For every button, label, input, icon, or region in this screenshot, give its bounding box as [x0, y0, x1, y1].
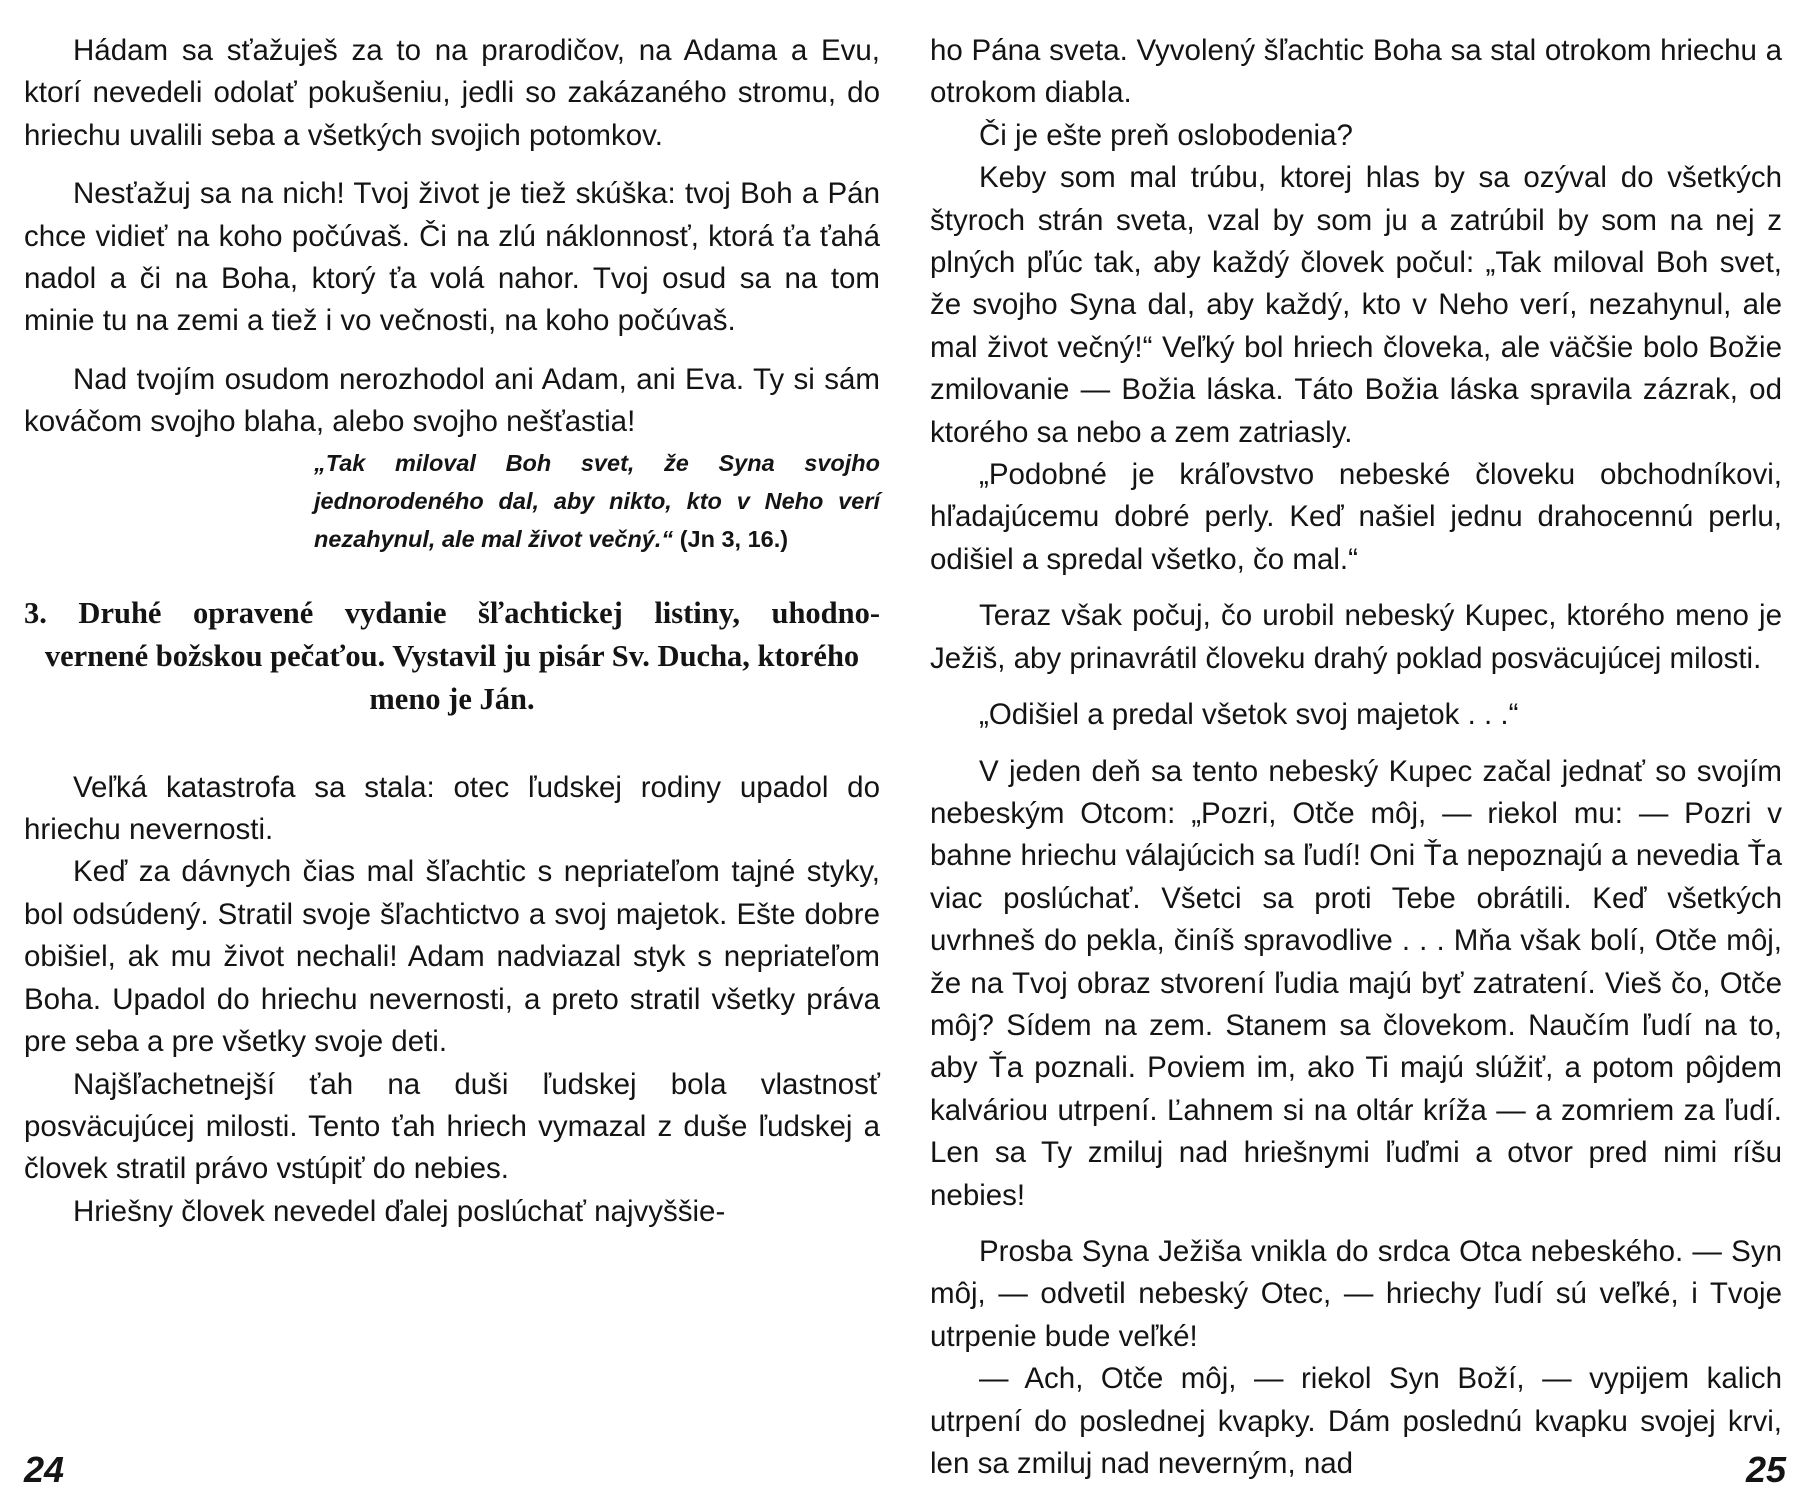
- right-paragraph: — Ach, Otče môj, — riekol Syn Boží, — vypijem kalich utrpení do poslednej kvapky. Dám poslednú kvapku svojej krvi, len sa zmiluj nad neverným, nad: [930, 1362, 1782, 1480]
- right-paragraph: Keby som mal trúbu, ktorej hlas by sa ozýval do všetkých štyroch strán sveta, vzal by som ju a zatrúbil by som na nej z plných pľúc tak, aby každý človek počul: „Tak miloval Boh svet, že svojho Syna dal, aby každý, kto v Neho verí, nezahynul, ale mal život večný!“ Veľký bol hriech človeka, ale väčšie bolo Božie zmilovanie — Božia láska. Táto Božia láska spravila zázrak, od ktorého sa nebo a zem zatriasly.: [930, 161, 1782, 449]
- left-paragraph: Nesťažuj sa na nich! Tvoj život je tiež skúška: tvoj Boh a Pán chce vidieť na koho počúvaš. Či na zlú náklonnosť, ktorá ťa ťahá nadol a či na Boha, ktorý ťa volá nahor. Tvoj osud sa na tom minie tu na zemi a tiež i vo večnosti, na koho počúvaš.: [24, 177, 880, 338]
- right-page: [902, 0, 1804, 1500]
- right-paragraph: „Odišiel a predal všetok svoj majetok . . .“: [979, 698, 1519, 732]
- right-paragraph: „Podobné je kráľovstvo nebeské človeku obchodníkovi, hľadajúcemu dobré perly. Keď našiel jednu drahocennú perlu, odišiel a spredal všetko, čo mal.“: [930, 458, 1782, 576]
- right-paragraph: V jeden deň sa tento nebeský Kupec začal jednať so svojím nebeským Otcom: „Pozri, Otče môj, — riekol mu: — Pozri v bahne hriechu válajúcich sa ľudí! Oni Ťa nepoznajú a nevedia Ťa viac poslúchať. Všetci sa proti Tebe obrátili. Keď všetkých uvrhneš do pekla, činíš spravodlive . . . Mňa však bolí, Otče môj, že na Tvoj obraz stvorení ľudia majú byť zatratení. Vieš čo, Otče môj? Sídem na zem. Stanem sa človekom. Naučím ľudí na to, aby Ťa poznali. Poviem im, ako Ti majú slúžiť, a potom pôjdem kalváriou utrpení. Ľahnem si na oltár kríža — a zomriem za ľudí. Len sa Ty zmiluj nad hriešnymi ľuďmi a otvor pred nimi ríšu nebies!: [930, 754, 1782, 1212]
- right-paragraph: ho Pána sveta. Vyvolený šľachtic Boha sa stal otrokom hriechu a otrokom diabla.: [930, 34, 1782, 110]
- left-paragraph: Najšľachetnejší ťah na duši ľudskej bola vlastnosť posväcujúcej milosti. Tento ťah hriech vymazal z duše ľudskej a človek stratil právo vstúpiť do nebies.: [24, 1067, 880, 1186]
- right-text-column: [930, 30, 1782, 1485]
- page-number-right: 25: [1745, 1449, 1786, 1490]
- section-heading-rest: vernené božskou pečaťou. Vystavil ju pisár Sv. Ducha, ktorého meno je Ján.: [44, 638, 860, 716]
- scripture-quote: [314, 444, 880, 558]
- section-heading-line-1: 3. Druhé opravené vydanie šľachtickej listiny, uhodno-: [24, 595, 880, 630]
- right-paragraph: Či je ešte preň oslobodenia?: [979, 118, 1353, 152]
- right-paragraph: Teraz však počuj, čo urobil nebeský Kupec, ktorého meno je Ježiš, aby prinavrátil človeku drahý poklad posväcujúcej milosti.: [930, 599, 1782, 675]
- left-paragraph: Hriešny človek nevedel ďalej poslúchať najvyššie-: [73, 1194, 726, 1228]
- left-paragraph: Veľká katastrofa sa stala: otec ľudskej rodiny upadol do hriechu nevernosti.: [24, 770, 880, 847]
- quote-text: „Tak miloval Boh svet, že Syna svojho jednorodeného dal, aby nikto, kto v Neho verí nezahynul, ale mal život večný.“: [314, 449, 880, 552]
- left-paragraph: Keď za dávnych čias mal šľachtic s nepriateľom tajné styky, bol odsúdený. Stratil svoje šľachtictvo a svoj majetok. Ešte dobre obišiel, ak mu život nechali! Adam nadviazal styk s nepriateľom Boha. Upadol do hriechu nevernosti, a preto stratil všetky práva pre seba a pre všetky svoje deti.: [24, 855, 880, 1059]
- left-paragraph: Nad tvojím osudom nerozhodol ani Adam, ani Eva. Ty si sám kováčom svojho blaha, alebo svojho nešťastia!: [24, 362, 880, 439]
- left-text-column: [24, 30, 880, 1233]
- left-paragraph: Hádam sa sťažuješ za to na prarodičov, na Adama a Evu, ktorí nevedeli odolať pokušeniu, jedli so zakázaného stromu, do hriechu uvalili seba a všetkých svojich potomkov.: [24, 34, 880, 152]
- right-paragraph: Prosba Syna Ježiša vnikla do srdca Otca nebeského. — Syn môj, — odvetil nebeský Otec, — hriechy ľudí sú veľké, i Tvoje utrpenie bude veľké!: [930, 1234, 1782, 1353]
- quote-reference: (Jn 3, 16.): [679, 525, 789, 552]
- page-number-left: 24: [24, 1449, 65, 1490]
- section-heading: [24, 592, 880, 721]
